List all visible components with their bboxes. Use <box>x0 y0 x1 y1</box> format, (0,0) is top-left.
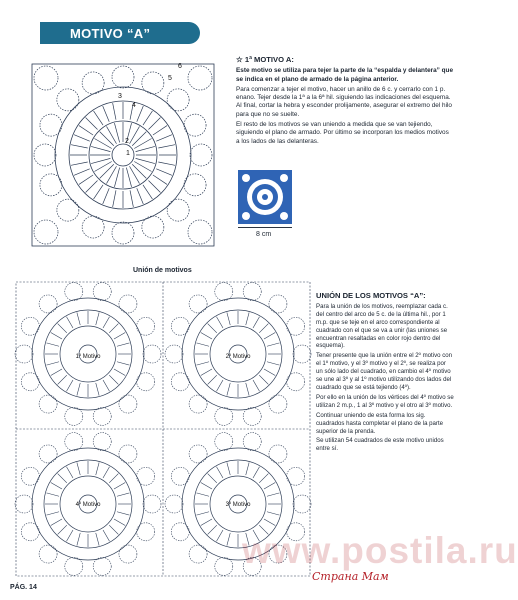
chart-label-3: 3 <box>118 93 122 100</box>
motif-chain-arc <box>143 345 161 363</box>
chart-stitch-mid <box>113 190 116 207</box>
motif-stitch <box>46 493 59 496</box>
chart-stitch-inner <box>94 139 111 149</box>
chart-chain-arc <box>190 144 212 166</box>
motif-stitch <box>67 380 74 391</box>
motif-stitch <box>46 343 59 346</box>
motif-chain-arc <box>189 295 207 313</box>
chart-scallops <box>34 66 212 244</box>
motif-chain-arc <box>269 395 287 413</box>
chart-stitch-inner <box>136 158 155 163</box>
motif-stitch <box>208 474 217 483</box>
motif-stitch <box>267 493 280 496</box>
motif-chain-arc <box>65 407 83 425</box>
chart-stitch-mid <box>156 169 172 176</box>
motif-stitch <box>103 530 110 541</box>
chart-stitch-mid <box>94 111 103 125</box>
union-instructions <box>316 292 454 455</box>
motif-stitch <box>201 369 212 376</box>
motif-stitch <box>253 380 260 391</box>
motif-stitch <box>77 312 80 325</box>
motif-stitch <box>67 467 74 478</box>
motif-chain-arc <box>189 445 207 463</box>
chart-stitch-inner <box>107 126 117 143</box>
chart-stitch-mid <box>71 162 88 165</box>
chart-label-2: 2 <box>125 138 129 145</box>
motif-stitch <box>51 369 62 376</box>
chart-stitch-mid <box>113 103 116 120</box>
chart-stitch-mid <box>79 126 93 135</box>
chart-stitch-inner <box>136 146 155 151</box>
motif-chain-arc <box>215 433 233 451</box>
motif-stitch <box>114 333 125 340</box>
motif-chain-arc <box>93 433 111 451</box>
chart-stitch-mid <box>143 111 152 125</box>
motif-a-instructions <box>236 56 454 148</box>
motif-a-paragraph-1: Para comenzar a tejer el motivo, hacer un anillo de 6 c. y cerrarlo con 1 p. enano. Tejer desde la 1ª a la 6ª hil. siguiendo las indicaciones del esquema. Al final, cortar la hebra y esconder prolijamente, asegurar el extremo del hilo para que no se suelte. <box>236 85 452 118</box>
watermark-brand: Страна Мам <box>312 570 389 583</box>
chart-chain-arc <box>57 89 79 111</box>
chart-stitch-mid <box>148 180 160 192</box>
chart-chain-arc <box>34 144 56 166</box>
chart-chain-arc <box>112 66 134 88</box>
motif-chain-arc <box>215 283 233 301</box>
motif-stitch <box>96 533 99 546</box>
chart-stitch-inner <box>91 146 110 151</box>
chart-stitch-inner <box>107 166 117 183</box>
motif-chain-arc <box>165 345 183 363</box>
motif-chain-arc <box>243 283 261 301</box>
motif-stitch <box>227 533 230 546</box>
motif-stitch <box>208 375 217 384</box>
chart-stitch-inner <box>134 162 151 172</box>
motif-chain-arc <box>65 283 83 301</box>
chart-corner-arc <box>34 220 58 244</box>
motif-stitch <box>267 343 280 346</box>
motif-stitch <box>267 362 280 365</box>
motif-chain-arc <box>137 467 155 485</box>
motif-stitch <box>109 525 118 534</box>
chart-stitch-mid <box>71 145 88 148</box>
motif-stitch <box>58 375 67 384</box>
chart-stitch-mid <box>156 135 172 142</box>
motif-chain-arc <box>243 407 261 425</box>
motif-stitch <box>246 383 249 396</box>
motif-stitch <box>96 462 99 475</box>
motif-stitch <box>58 474 67 483</box>
motif-label-4: 4º Motivo <box>75 502 101 508</box>
motif-stitch <box>246 312 249 325</box>
motif-stitch <box>77 462 80 475</box>
chart-chain-arc <box>57 199 79 221</box>
chart-stitch-mid <box>74 135 90 142</box>
motif-chain-arc <box>137 317 155 335</box>
motif-stitch <box>267 512 280 515</box>
chart-stitch-mid <box>158 145 175 148</box>
motif-chain-arc <box>287 467 305 485</box>
motif-chain-arc <box>269 295 287 313</box>
chart-corner-arc <box>188 66 212 90</box>
chart-stitch-mid <box>148 118 160 130</box>
motif-chain-arc <box>287 317 305 335</box>
chart-stitch-inner <box>130 126 140 143</box>
motif-stitch <box>208 324 217 333</box>
motif-chain-arc <box>15 495 33 513</box>
motif-chain-arc <box>215 407 233 425</box>
chart-stitch-mid <box>143 185 152 199</box>
motif-chain-arc <box>93 407 111 425</box>
chart-center-ring <box>112 144 134 166</box>
motif-chain-arc <box>143 495 161 513</box>
motif-stitch <box>201 333 212 340</box>
motif-chain-arc <box>39 395 57 413</box>
chart-outer-square <box>32 64 214 246</box>
chart-stitch-inner <box>130 166 140 183</box>
motif-stitch <box>77 383 80 396</box>
motif-chain-arc <box>93 557 111 575</box>
chart-label-6: 6 <box>178 63 182 70</box>
motif-chain-arc <box>293 495 311 513</box>
union-paragraph-1: Para la unión de los motivos, reemplazar cada c. del centro del arco de 5 c. de la última hil., por 1 m.p. que se teje en el arco correspondiente al cuadrado con el que se va a unir (las uniones se encuentran resaltadas en color rojo dentro del esquema). <box>316 302 448 350</box>
chart-stitch-inner <box>100 132 114 146</box>
motif-stitch <box>58 525 67 534</box>
motif-stitch <box>109 375 118 384</box>
motif-stitch <box>67 317 74 328</box>
motif-chain-arc <box>165 495 183 513</box>
chart-stitch-inner <box>114 168 119 187</box>
chart-chain-arc <box>112 222 134 244</box>
motif-a-intro: Este motivo se utiliza para tejer la parte de la “espalda y delantera” que se indica en el plano de armado de la página anterior. <box>236 67 454 83</box>
motif-label-3: 3º Motivo <box>225 502 251 508</box>
chart-stitch-mid <box>103 106 110 122</box>
motif-stitch <box>114 483 125 490</box>
motif-chain-arc <box>189 395 207 413</box>
motif-chain-arc <box>15 345 33 363</box>
chart-stitch-mid <box>86 180 98 192</box>
motif-stitch <box>51 333 62 340</box>
motif-stitch <box>227 312 230 325</box>
motif-stitch <box>208 525 217 534</box>
chart-label-4: 4 <box>132 102 136 109</box>
motif-stitch <box>264 333 275 340</box>
union-paragraph-5: Se utilizan 54 cuadrados de este motivo unidos entre sí. <box>316 437 444 453</box>
chart-stitch-mid <box>153 175 167 184</box>
motif-chain-arc <box>215 557 233 575</box>
motif-chain-arc <box>65 557 83 575</box>
motif-chain-arc <box>137 373 155 391</box>
motif-a-chart <box>18 50 228 260</box>
thumbnail-scale-bar <box>238 227 292 228</box>
chart-stitch-mid <box>74 169 90 176</box>
motif-stitch <box>196 493 209 496</box>
chart-stitch-mid <box>158 162 175 165</box>
motif-stitch <box>196 362 209 365</box>
motif-stitch <box>201 483 212 490</box>
chart-chain-arc <box>167 199 189 221</box>
motif-stitch <box>46 362 59 365</box>
motif-chain-arc <box>287 373 305 391</box>
chart-corner-arc <box>188 220 212 244</box>
chart-stitch-inner <box>132 132 146 146</box>
chart-stitch-mid <box>137 188 144 204</box>
union-heading: UNIÓN DE LOS MOTIVOS “A”: <box>316 291 426 300</box>
motif-chain-arc <box>137 523 155 541</box>
motif-stitch <box>114 519 125 526</box>
union-paragraph-3: Por ello en la unión de los vértices del 4º motivo se utilizan 2 m.p., 1 al 3º motivo y el otro al 3º motivo. <box>316 393 454 409</box>
motif-stitch <box>103 467 110 478</box>
motif-stitch <box>217 467 224 478</box>
motif-stitch <box>117 493 130 496</box>
chart-stitch-mid <box>153 126 167 135</box>
motif-stitch <box>109 324 118 333</box>
motif-chain-arc <box>39 545 57 563</box>
union-paragraph-4: Continuar uniendo de esta forma los sig. cuadrados hasta completar el plano de la parte superior de la prenda. <box>316 411 444 435</box>
chart-label-1: 1 <box>126 150 130 157</box>
motif-stitch <box>109 474 118 483</box>
motif-stitch <box>117 512 130 515</box>
motif-stitch <box>117 362 130 365</box>
motif-thumbnail <box>238 170 292 224</box>
chart-stitch-inner <box>94 162 111 172</box>
motif-stitch <box>246 462 249 475</box>
union-paragraph-2: Tener presente que la unión entre el 2º motivo con el 1º motivo, y el 3º motivo y el 2º, se realiza por un sólo lado del cuadrado, en cambio el 4º motivo se une al 3º y al 1º motivo utilizando dos lados del cuadrado que se está tejiendo (4º). <box>316 352 453 391</box>
motif-stitch <box>259 324 268 333</box>
motif-stitch <box>217 380 224 391</box>
chart-stitch-inner <box>134 139 151 149</box>
motif-label-2: 2º Motivo <box>225 354 251 360</box>
chart-stitch-mid <box>130 190 133 207</box>
motif-chain-arc <box>119 445 137 463</box>
motif-stitch <box>264 483 275 490</box>
motif-chain-arc <box>119 545 137 563</box>
motif-stitch <box>58 324 67 333</box>
chart-stitch-inner <box>114 123 119 142</box>
chart-stitch-inner <box>100 164 114 178</box>
motif-stitch <box>103 380 110 391</box>
motif-stitch <box>117 343 130 346</box>
motif-stitch <box>46 512 59 515</box>
chart-stitch-mid <box>86 118 98 130</box>
page-number: PÁG. 14 <box>10 584 37 591</box>
motif-stitch <box>196 512 209 515</box>
motif-stitch <box>103 317 110 328</box>
motif-stitch <box>51 483 62 490</box>
motif-stitch <box>67 530 74 541</box>
chart-stitch-mid <box>94 185 103 199</box>
motif-chain-arc <box>93 283 111 301</box>
motif-stitch <box>227 383 230 396</box>
motif-stitch <box>227 462 230 475</box>
motif-label-1: 1º Motivo <box>75 354 101 360</box>
motif-stitch <box>259 375 268 384</box>
motif-stitch <box>264 369 275 376</box>
motif-stitch <box>114 369 125 376</box>
motif-a-heading: ☆ 1ª MOTIVO A: <box>236 55 294 64</box>
union-diagram-title: Unión de motivos <box>133 267 192 274</box>
chart-stitch-inner <box>126 168 131 187</box>
motif-stitch <box>264 519 275 526</box>
chart-chain-arc <box>167 89 189 111</box>
motif-chain-arc <box>269 445 287 463</box>
motif-a-paragraph-2: El resto de los motivos se van uniendo a medida que se van tejiendo, siguiendo el plano de armado. Por último se incorporan los medios motivos a los lados de las delanteras. <box>236 121 449 145</box>
chart-spokes <box>70 102 176 208</box>
chart-corner-arc <box>34 66 58 90</box>
motif-stitch <box>201 519 212 526</box>
motif-chain-arc <box>243 433 261 451</box>
motif-stitch <box>96 312 99 325</box>
watermark-site: www.postila.ru <box>242 530 518 571</box>
motif-stitch <box>253 467 260 478</box>
motif-chain-arc <box>189 545 207 563</box>
motif-stitch <box>217 317 224 328</box>
chart-stitch-mid <box>79 175 93 184</box>
motif-chain-arc <box>65 433 83 451</box>
motif-chain-arc <box>119 295 137 313</box>
motif-stitch <box>217 530 224 541</box>
motif-stitch <box>51 519 62 526</box>
motif-stitch <box>196 343 209 346</box>
chart-stitch-inner <box>132 164 146 178</box>
motif-stitch <box>253 317 260 328</box>
motif-chain-arc <box>39 295 57 313</box>
motif-stitch <box>96 383 99 396</box>
chart-label-5: 5 <box>168 75 172 82</box>
thumbnail-size-label: 8 cm <box>256 231 272 238</box>
motif-stitch <box>259 474 268 483</box>
page-title: MOTIVO “A” <box>70 26 151 41</box>
motif-stitch <box>77 533 80 546</box>
chart-stitch-mid <box>103 188 110 204</box>
motif-chain-arc <box>39 445 57 463</box>
motif-chain-arc <box>293 345 311 363</box>
chart-stitch-mid <box>137 106 144 122</box>
chart-stitch-inner <box>91 158 110 163</box>
motif-chain-arc <box>119 395 137 413</box>
